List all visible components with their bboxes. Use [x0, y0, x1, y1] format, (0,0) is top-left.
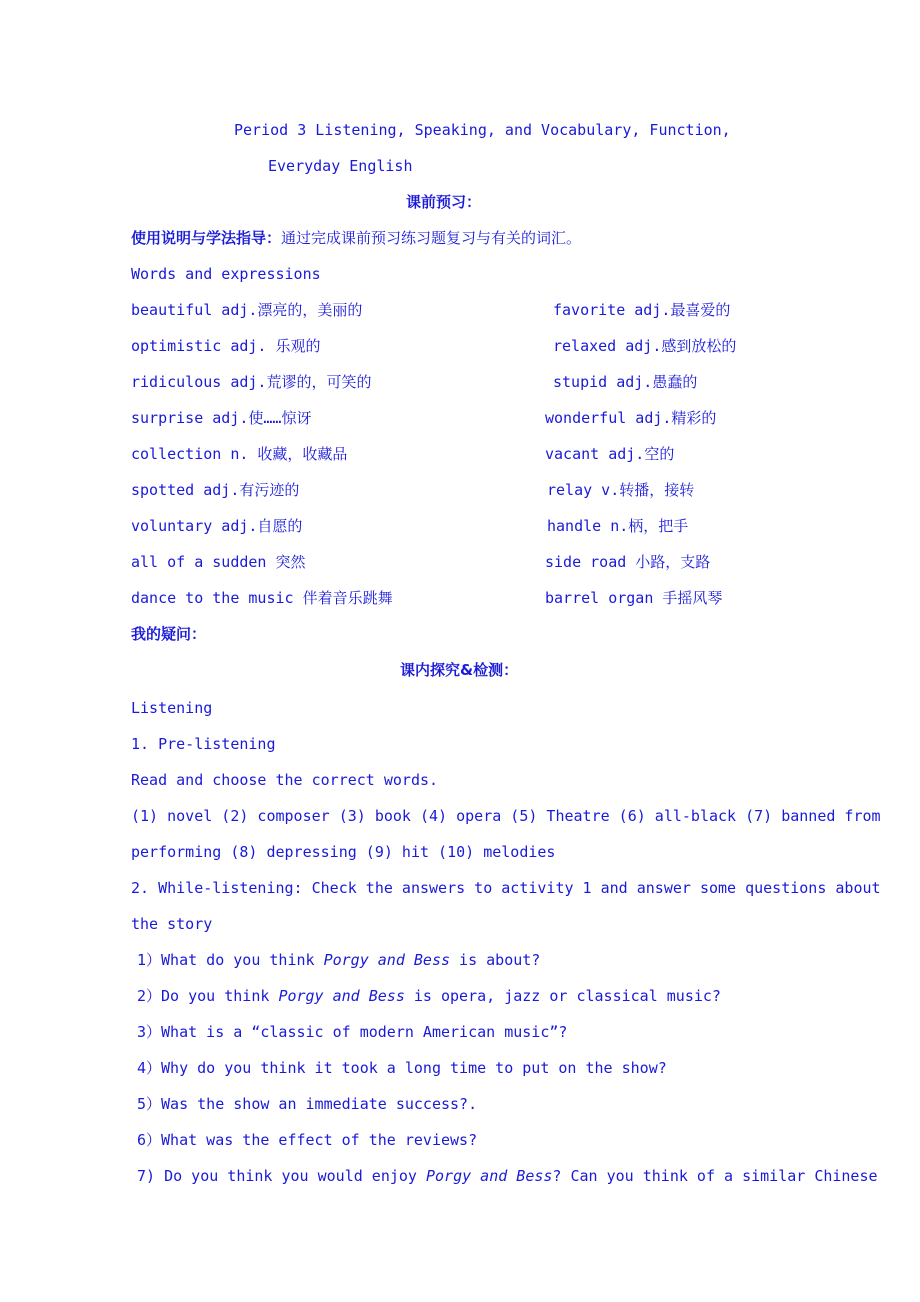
word-choices-line-1: (1) novel (2) composer (3) book (4) opera (5) Theatre (6) all-black (7) banned from — [131, 807, 881, 825]
vocab-left-3: ridiculous adj.荒谬的，可笑的 — [131, 373, 372, 391]
question-2-text-a: 2）Do you think — [137, 987, 279, 1005]
question-4: 4）Why do you think it took a long time to put on the show? — [137, 1059, 667, 1077]
while-listening-line-1: 2. While-listening: Check the answers to activity 1 and answer some questions about — [131, 879, 881, 897]
listening-heading: Listening — [131, 699, 213, 717]
word-choices-line-2: performing (8) depressing (9) hit (10) melodies — [131, 843, 556, 861]
question-5: 5）Was the show an immediate success?. — [137, 1095, 478, 1113]
vocab-left-2: optimistic adj. 乐观的 — [131, 337, 321, 355]
instructions-label: 使用说明与学法指导： — [131, 229, 282, 247]
question-2-title: Porgy and Bess — [278, 987, 405, 1005]
question-7-text-b: ? Can you think of a similar Chinese — [552, 1167, 878, 1185]
class-heading: 课内探究&检测： — [400, 661, 519, 679]
vocab-right-7: handle n.柄，把手 — [547, 517, 689, 535]
vocab-right-8: side road 小路，支路 — [545, 553, 711, 571]
question-1 — [137, 951, 540, 969]
pre-listening-title: 1. Pre-listening — [131, 735, 276, 753]
question-7 — [137, 1167, 878, 1185]
instructions-text: 通过完成课前预习练习题复习与有关的词汇。 — [281, 229, 582, 247]
instructions — [131, 229, 581, 247]
vocab-left-5: collection n. 收藏，收藏品 — [131, 445, 348, 463]
preview-heading: 课前预习： — [406, 193, 482, 211]
question-1-title: Porgy and Bess — [323, 951, 451, 969]
vocab-right-9: barrel organ 手摇风琴 — [545, 589, 723, 607]
vocab-left-1: beautiful adj.漂亮的，美丽的 — [131, 301, 363, 319]
vocab-right-3: stupid adj.愚蠢的 — [553, 373, 698, 391]
pre-listening-instruction: Read and choose the correct words. — [131, 771, 439, 789]
while-listening-line-2: the story — [131, 915, 213, 933]
question-2-text-b: is opera, jazz or classical music? — [404, 987, 721, 1005]
vocab-left-8: all of a sudden 突然 — [131, 553, 306, 571]
question-1-text-b: is about? — [450, 951, 541, 969]
vocab-right-6: relay v.转播，接转 — [547, 481, 695, 499]
question-1-text-a: 1）What do you think — [137, 951, 324, 969]
questions-label: 我的疑问： — [131, 625, 207, 643]
vocab-left-6: spotted adj.有污迹的 — [131, 481, 300, 499]
question-6: 6）What was the effect of the reviews? — [137, 1131, 478, 1149]
vocab-right-4: wonderful adj.精彩的 — [545, 409, 717, 427]
question-7-title: Porgy and Bess — [425, 1167, 553, 1185]
title-line-1: Period 3 Listening, Speaking, and Vocabulary, Function, — [234, 121, 731, 139]
vocab-heading: Words and expressions — [131, 265, 321, 283]
vocab-right-2: relaxed adj.感到放松的 — [553, 337, 737, 355]
title-line-2: Everyday English — [268, 157, 413, 175]
question-2 — [137, 987, 721, 1005]
question-7-text-a: 7) Do you think you would enjoy — [137, 1167, 426, 1185]
vocab-left-4: surprise adj.使……惊讶 — [131, 409, 312, 427]
question-3: 3）What is a “classic of modern American music”? — [137, 1023, 568, 1041]
vocab-right-1: favorite adj.最喜爱的 — [553, 301, 731, 319]
vocab-left-7: voluntary adj.自愿的 — [131, 517, 303, 535]
vocab-left-9: dance to the music 伴着音乐跳舞 — [131, 589, 393, 607]
vocab-right-5: vacant adj.空的 — [545, 445, 675, 463]
